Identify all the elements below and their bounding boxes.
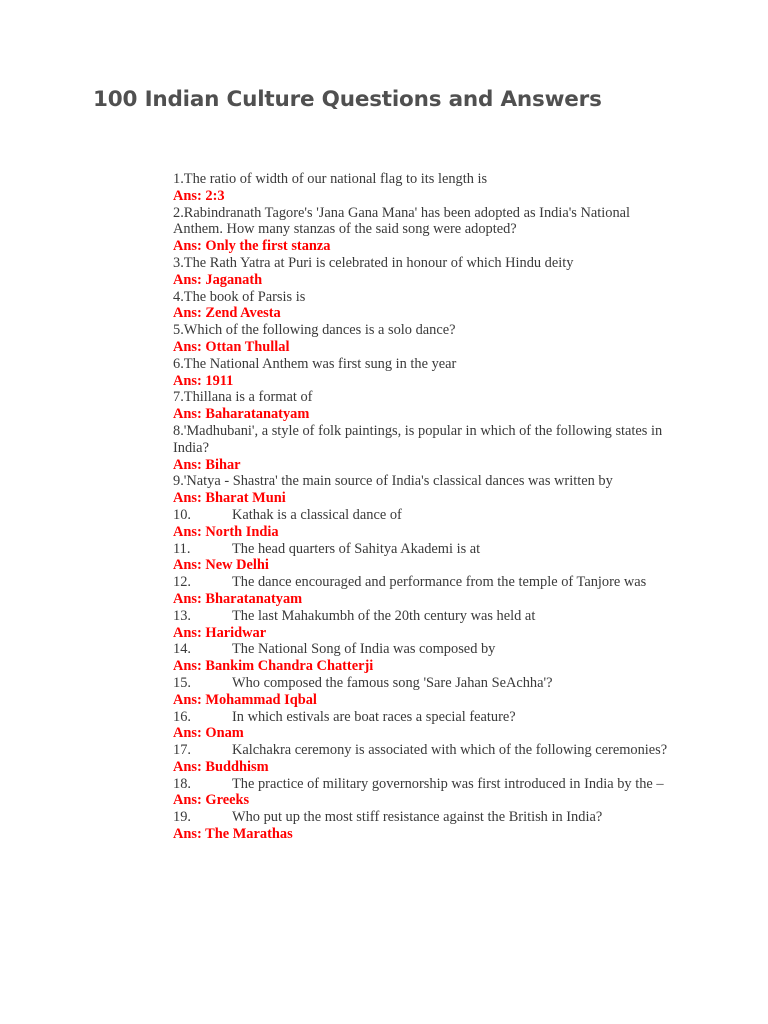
question-5 xyxy=(173,322,673,339)
question-number: 12. xyxy=(173,574,191,591)
question-text: The ratio of width of our national flag to its length is xyxy=(183,171,488,187)
answer-11: Ans: New Delhi xyxy=(173,557,269,574)
question-text: Rabindranath Tagore's 'Jana Gana Mana' has been adopted as India's National Anthem. How many stanzas of the said song were adopted? xyxy=(173,204,631,238)
question-10 xyxy=(173,507,673,524)
answer-8: Ans: Bihar xyxy=(173,456,241,473)
answer-2: Ans: Only the first stanza xyxy=(173,238,331,255)
question-8 xyxy=(173,423,673,457)
question-number: 14. xyxy=(173,641,191,658)
answer-17: Ans: Buddhism xyxy=(173,758,269,775)
question-1 xyxy=(173,171,673,188)
answer-19: Ans: The Marathas xyxy=(173,826,293,843)
answer-14: Ans: Bankim Chandra Chatterji xyxy=(173,658,374,675)
question-19 xyxy=(173,809,673,826)
question-number: 8. xyxy=(173,422,184,439)
qa-item-15 xyxy=(173,675,673,709)
question-number: 2. xyxy=(173,204,184,221)
qa-item-3 xyxy=(173,255,673,289)
question-13 xyxy=(173,608,673,625)
question-text: The Rath Yatra at Puri is celebrated in honour of which Hindu deity xyxy=(183,254,574,271)
question-number: 18. xyxy=(173,775,191,792)
qa-item-13 xyxy=(173,608,673,642)
qa-list xyxy=(173,171,673,843)
question-text: The head quarters of Sahitya Akademi is at xyxy=(232,540,481,557)
qa-item-17 xyxy=(173,742,673,776)
question-text: Kalchakra ceremony is associated with which of the following ceremonies? xyxy=(232,742,668,759)
question-number: 9. xyxy=(173,473,184,490)
question-text: The practice of military governorship was first introduced in India by the – xyxy=(232,775,664,792)
answer-16: Ans: Onam xyxy=(173,725,244,742)
qa-item-9 xyxy=(173,473,673,507)
question-text: Thillana is a format of xyxy=(183,389,313,406)
answer-6: Ans: 1911 xyxy=(173,372,234,389)
question-18 xyxy=(173,776,673,793)
qa-item-14 xyxy=(173,641,673,675)
question-9 xyxy=(173,473,673,490)
question-3 xyxy=(173,255,673,272)
question-number: 5. xyxy=(173,322,184,339)
question-text: Who composed the famous song 'Sare Jahan SeAchha'? xyxy=(232,674,553,691)
question-number: 19. xyxy=(173,809,191,826)
question-text: Who put up the most stiff resistance against the British in India? xyxy=(232,809,603,826)
question-text: The book of Parsis is xyxy=(183,288,306,305)
question-number: 7. xyxy=(173,389,184,406)
question-number: 10. xyxy=(173,506,191,523)
qa-item-4 xyxy=(173,289,673,323)
qa-item-8 xyxy=(173,423,673,473)
qa-item-1 xyxy=(173,171,673,205)
question-number: 3. xyxy=(173,254,184,271)
question-2 xyxy=(173,205,673,239)
question-16 xyxy=(173,709,673,726)
answer-5: Ans: Ottan Thullal xyxy=(173,338,290,355)
question-text: The National Song of India was composed by xyxy=(232,641,496,658)
question-7 xyxy=(173,389,673,406)
answer-7: Ans: Baharatanatyam xyxy=(173,406,310,423)
question-text: Kathak is a classical dance of xyxy=(232,506,402,523)
qa-item-6 xyxy=(173,356,673,390)
answer-12: Ans: Bharatanatyam xyxy=(173,590,303,607)
qa-item-5 xyxy=(173,322,673,356)
question-number: 15. xyxy=(173,674,191,691)
question-number: 17. xyxy=(173,742,191,759)
qa-item-16 xyxy=(173,709,673,743)
answer-4: Ans: Zend Avesta xyxy=(173,305,281,322)
question-15 xyxy=(173,675,673,692)
qa-item-11 xyxy=(173,541,673,575)
qa-item-18 xyxy=(173,776,673,810)
question-4 xyxy=(173,289,673,306)
question-11 xyxy=(173,541,673,558)
question-text: The dance encouraged and performance from the temple of Tanjore was xyxy=(232,574,647,591)
question-number: 6. xyxy=(173,355,184,372)
question-text: The National Anthem was first sung in the year xyxy=(183,355,457,372)
qa-item-12 xyxy=(173,574,673,608)
answer-15: Ans: Mohammad Iqbal xyxy=(173,691,317,708)
question-text: Which of the following dances is a solo dance? xyxy=(183,322,456,339)
question-text: The last Mahakumbh of the 20th century was held at xyxy=(232,607,536,624)
qa-item-2 xyxy=(173,205,673,255)
question-6 xyxy=(173,356,673,373)
answer-13: Ans: Haridwar xyxy=(173,624,267,641)
question-number: 4. xyxy=(173,288,184,305)
answer-9: Ans: Bharat Muni xyxy=(173,490,286,507)
question-number: 1. xyxy=(173,171,184,187)
question-text: 'Madhubani', a style of folk paintings, is popular in which of the following states in India? xyxy=(173,422,663,456)
answer-3: Ans: Jaganath xyxy=(173,271,263,288)
answer-18: Ans: Greeks xyxy=(173,792,250,809)
question-14 xyxy=(173,641,673,658)
qa-item-10 xyxy=(173,507,673,541)
question-number: 16. xyxy=(173,708,191,725)
page-title: 100 Indian Culture Questions and Answers xyxy=(93,87,602,112)
qa-item-19 xyxy=(173,809,673,843)
question-text: In which estivals are boat races a special feature? xyxy=(232,708,516,725)
question-text: 'Natya - Shastra' the main source of India's classical dances was written by xyxy=(183,473,613,490)
answer-1: Ans: 2:3 xyxy=(173,187,225,204)
question-number: 13. xyxy=(173,607,191,624)
question-17 xyxy=(173,742,673,759)
answer-10: Ans: North India xyxy=(173,523,279,540)
question-12 xyxy=(173,574,673,591)
question-number: 11. xyxy=(173,540,191,557)
qa-item-7 xyxy=(173,389,673,423)
